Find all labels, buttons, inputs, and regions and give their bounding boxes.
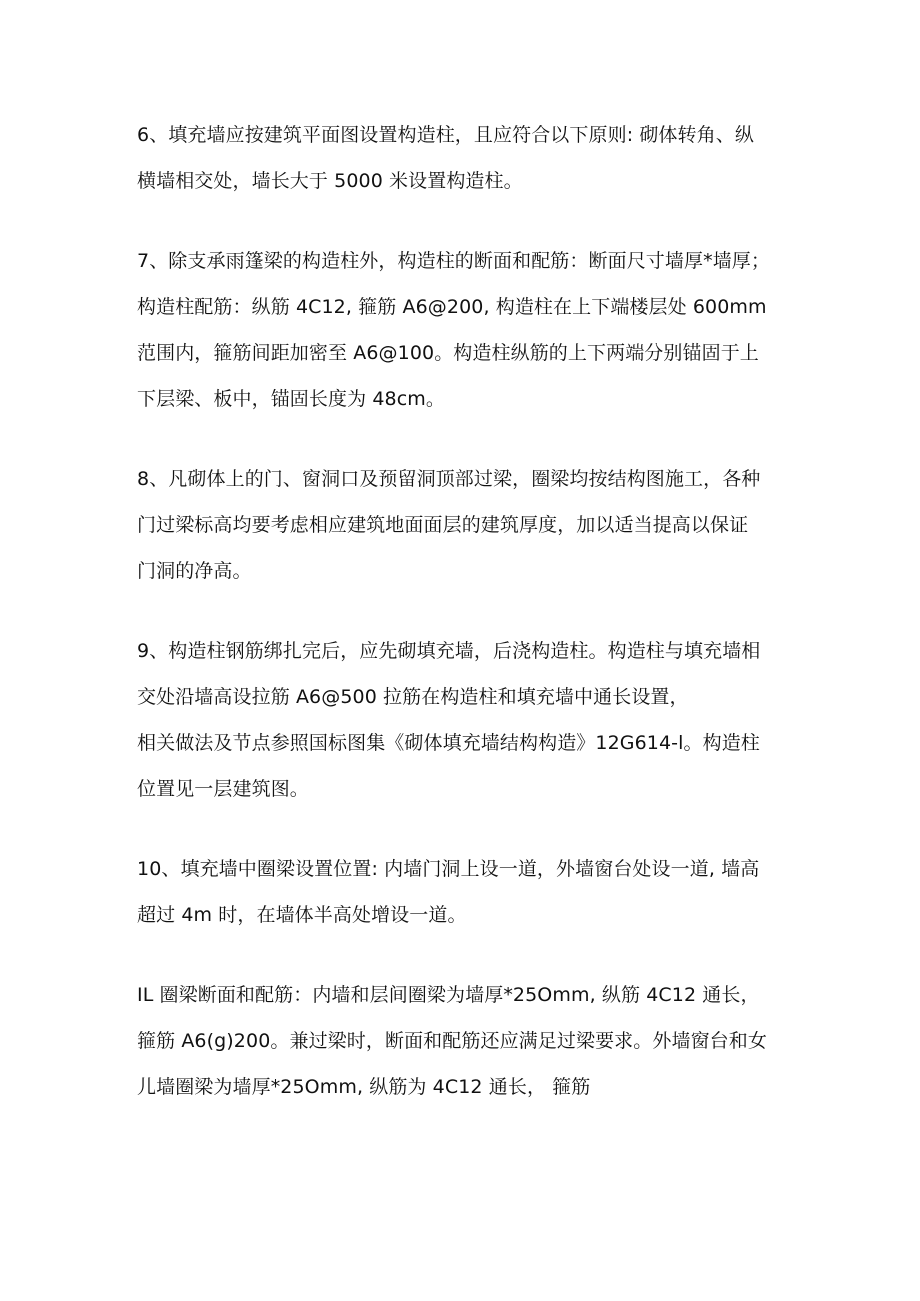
text-line: 7、除支承雨篷梁的构造柱外，构造柱的断面和配筋：断面尺寸墙厚*墙厚； [137,250,770,272]
text-line: IL 圈梁断面和配筋：内墙和层间圈梁为墙厚*25Omm, 纵筋 4C12 通长， [137,984,760,1006]
paragraph-7 [137,238,797,422]
paragraph-10 [137,846,797,938]
text-line: 下层梁、板中，锚固长度为 48cm。 [137,388,445,410]
text-line: 门洞的净高。 [137,560,252,582]
text-line: 8、凡砌体上的门、窗洞口及预留洞顶部过梁，圈梁均按结构图施工，各种 [137,468,761,490]
paragraph-8 [137,456,797,594]
text-line: 交处沿墙高设拉筋 A6@500 拉筋在构造柱和填充墙中通长设置， [137,686,689,708]
text-line: 构造柱配筋：纵筋 4C12, 箍筋 A6@200, 构造柱在上下端楼层处 600mm [137,296,767,318]
text-line: 位置见一层建筑图。 [137,778,309,800]
text-line: 箍筋 A6(g)200。兼过梁时，断面和配筋还应满足过梁要求。外墙窗台和女 [137,1030,767,1052]
text-line: 9、构造柱钢筋绑扎完后，应先砌填充墙，后浇构造柱。构造柱与填充墙相 [137,640,761,662]
paragraph-6 [137,112,797,204]
text-line: 超过 4m 时，在墙体半高处增设一道。 [137,904,467,926]
text-line: 门过梁标高均要考虑相应建筑地面面层的建筑厚度，加以适当提高以保证 [137,514,749,536]
text-line: 横墙相交处，墙长大于 5000 米设置构造柱。 [137,170,523,192]
text-line: 相关做法及节点参照国标图集《砌体填充墙结构构造》12G614-l。构造柱 [137,732,760,754]
document-page [137,112,797,1144]
text-line: 6、填充墙应按建筑平面图设置构造柱，且应符合以下原则: 砌体转角、纵 [137,124,754,146]
text-line: 10、填充墙中圈梁设置位置: 内墙门洞上设一道，外墙窗台处设一道, 墙高 [137,858,760,880]
text-line: 儿墙圈梁为墙厚*25Omm, 纵筋为 4C12 通长， 箍筋 [137,1076,591,1098]
paragraph-11 [137,972,797,1110]
text-line: 范围内，箍筋间距加密至 A6@100。构造柱纵筋的上下两端分别锚固于上 [137,342,759,364]
paragraph-9 [137,628,797,812]
